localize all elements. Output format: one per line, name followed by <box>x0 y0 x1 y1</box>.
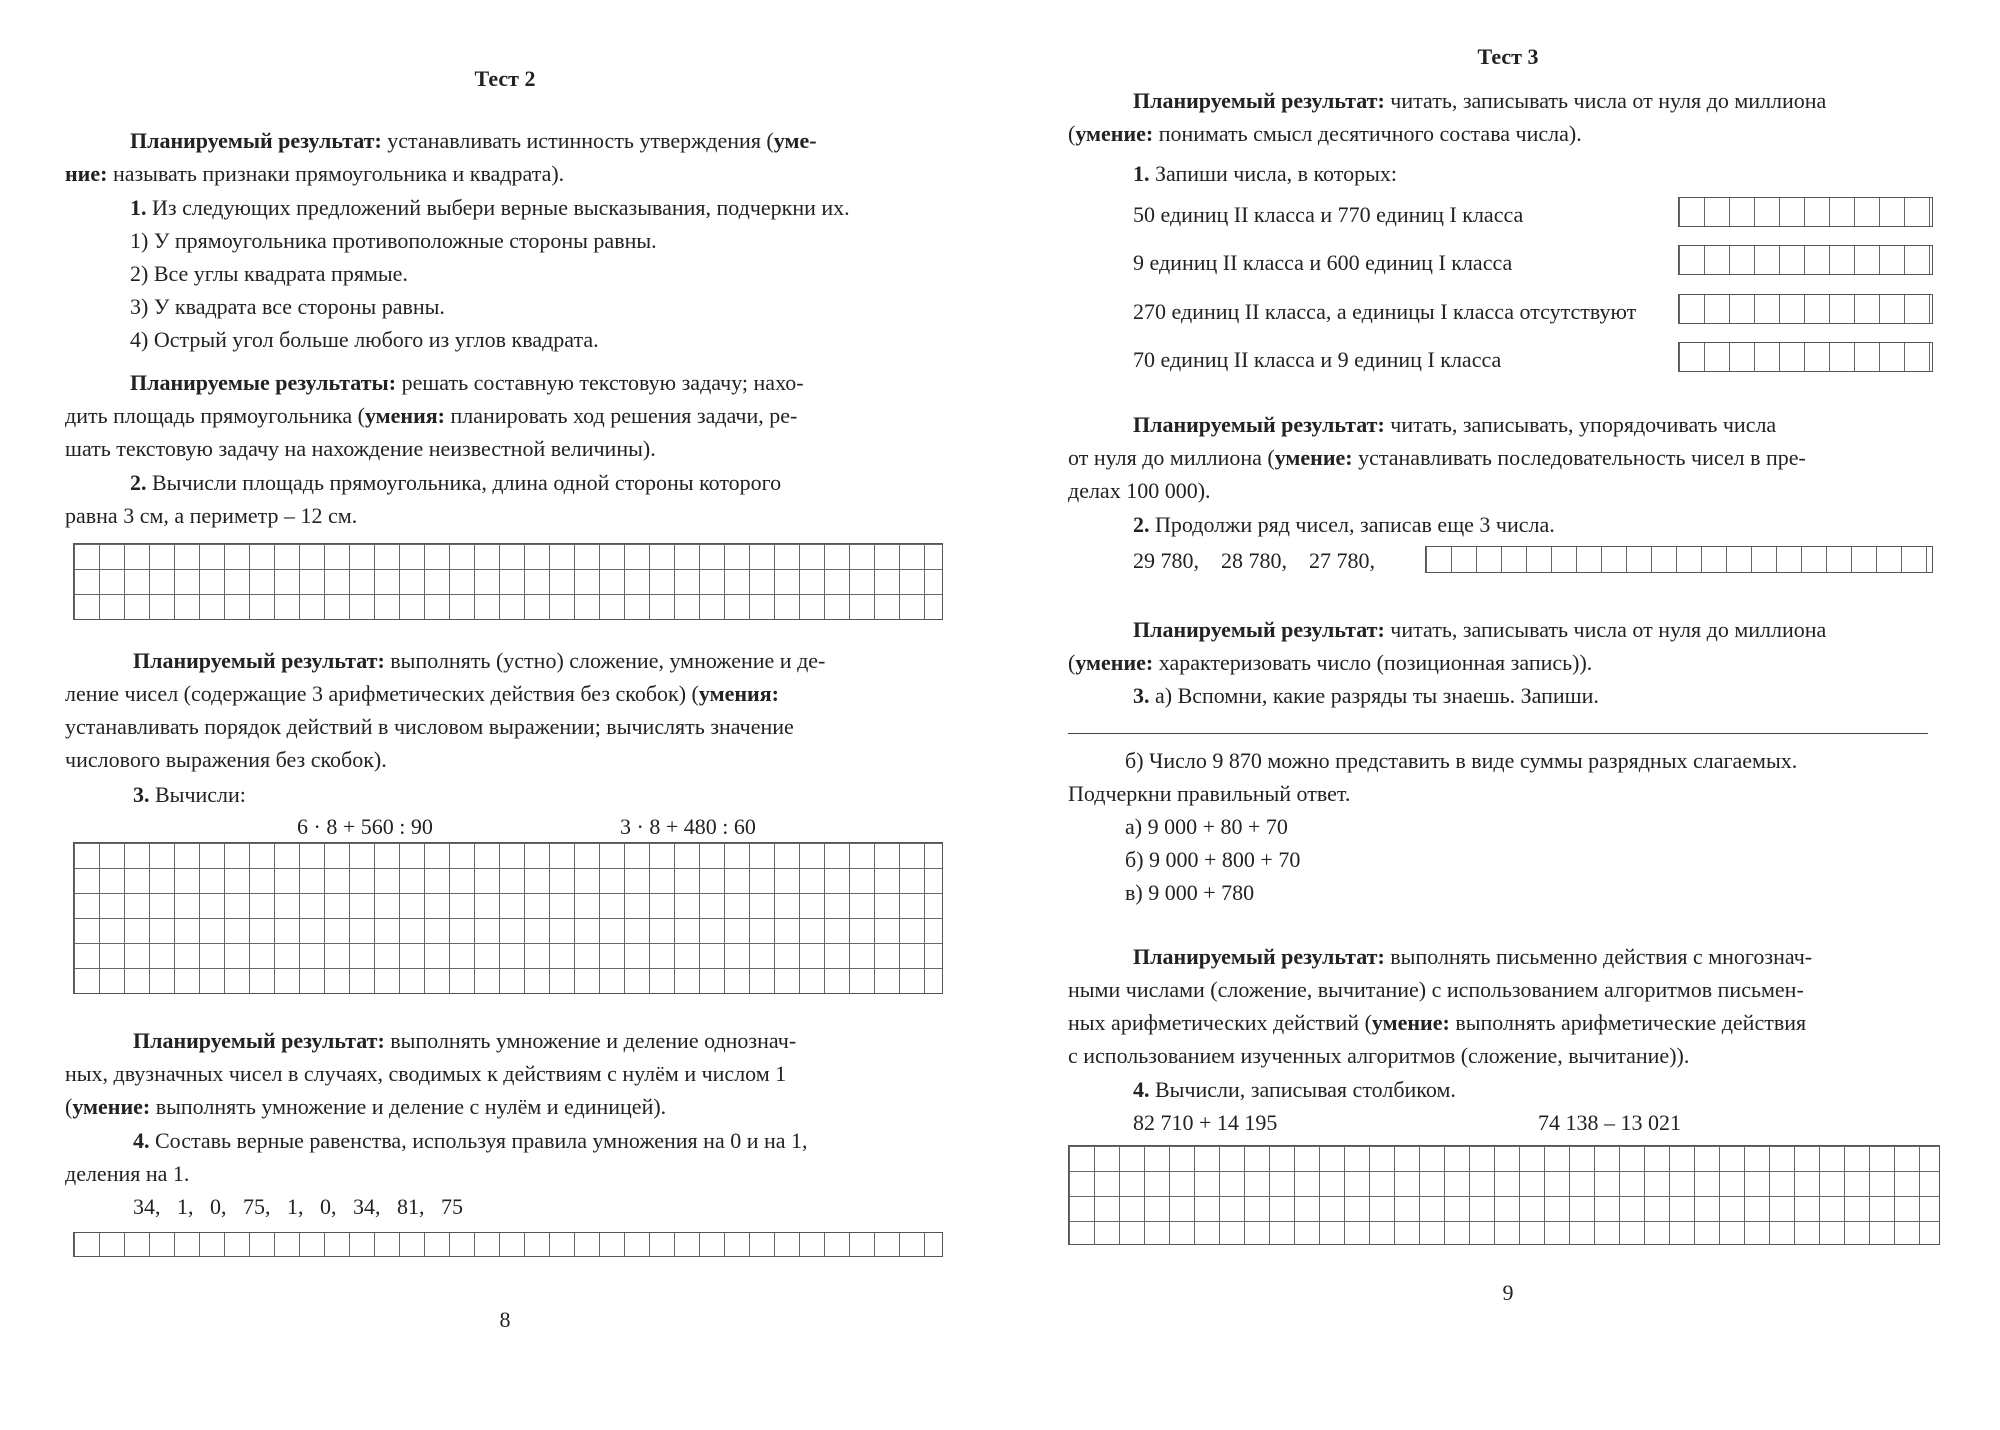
result-2-line-2: от нуля до миллиона (умение: устанавливать последовательность чисел в пре- <box>1068 445 1806 470</box>
result-1-line-1: Планируемый результат: устанавливать истинность утверждения (уме- <box>130 128 817 153</box>
item-2: 9 единиц II класса и 600 единиц I класса <box>1133 250 1513 275</box>
result-2-line-1: Планируемые результаты: решать составную текстовую задачу; нахо- <box>130 370 804 395</box>
expression-1: 6 · 8 + 560 : 90 <box>297 814 433 839</box>
item-4: 70 единиц II класса и 9 единиц I класса <box>1133 347 1502 372</box>
result-4-line-4: с использованием изученных алгоритмов (сложение, вычитание)). <box>1068 1043 1690 1068</box>
result-4-line-1: Планируемый результат: выполнять письменно действия с многознач- <box>1133 944 1813 969</box>
answer-cells-2[interactable] <box>1425 546 1933 573</box>
result-4-line-2: ными числами (сложение, вычитание) с использованием алгоритмов письмен- <box>1068 977 1804 1002</box>
number-list: 34, 1, 0, 75, 1, 0, 34, 81, 75 <box>133 1194 463 1219</box>
result-2-line-1: Планируемый результат: читать, записывать, упорядочивать числа <box>1133 412 1777 437</box>
result-3-line-3: устанавливать порядок действий в числовом выражении; вычислять значение <box>65 714 794 739</box>
result-1-line-1: Планируемый результат: читать, записывать числа от нуля до миллиона <box>1133 88 1827 113</box>
question-1: 1. Из следующих предложений выбери верные высказывания, подчеркни их. <box>130 195 850 220</box>
question-2: 2. Продолжи ряд чисел, записав еще 3 числа. <box>1133 512 1555 537</box>
option-a[interactable]: а) 9 000 + 80 + 70 <box>1125 814 1288 839</box>
answer-grid-4[interactable] <box>1068 1145 1940 1245</box>
result-4-line-3: (умение: выполнять умножение и деление с нулём и единицей). <box>65 1094 667 1119</box>
result-1-line-2: (умение: понимать смысл десятичного состава числа). <box>1068 121 1582 146</box>
question-3: 3. Вычисли: <box>133 782 246 807</box>
result-2-line-3: шать текстовую задачу на нахождение неизвестной величины). <box>65 436 656 461</box>
question-3: 3. а) Вспомни, какие разряды ты знаешь. Запиши. <box>1133 683 1599 708</box>
option-c[interactable]: в) 9 000 + 780 <box>1125 880 1255 905</box>
result-4-line-1: Планируемый результат: выполнять умножение и деление однознач- <box>133 1028 797 1053</box>
question-2-line-2: равна 3 см, а периметр – 12 см. <box>65 503 358 528</box>
result-4-line-2: ных, двузначных чисел в случаях, сводимых к действиям с нулём и числом 1 <box>65 1061 787 1086</box>
result-3-line-2: (умение: характеризовать число (позиционная запись)). <box>1068 650 1593 675</box>
test-title: Тест 2 <box>474 66 536 91</box>
expression-2: 3 · 8 + 480 : 60 <box>620 814 756 839</box>
test-title: Тест 3 <box>1477 44 1539 69</box>
answer-cells-1c[interactable] <box>1678 294 1933 324</box>
expression-1: 82 710 + 14 195 <box>1133 1110 1278 1135</box>
answer-grid-3[interactable] <box>73 842 943 994</box>
option-b[interactable]: б) 9 000 + 800 + 70 <box>1125 847 1301 872</box>
answer-cells-4[interactable] <box>73 1232 943 1257</box>
question-3b-line-2: Подчеркни правильный ответ. <box>1068 781 1351 806</box>
item-3: 270 единиц II класса, а единицы I класса отсутствуют <box>1133 299 1637 324</box>
page-number: 9 <box>1502 1280 1514 1305</box>
result-3-line-1: Планируемый результат: читать, записывать числа от нуля до миллиона <box>1133 617 1827 642</box>
statement-1[interactable]: 1) У прямоугольника противоположные стороны равны. <box>130 228 657 253</box>
answer-grid-2[interactable] <box>73 543 943 620</box>
answer-cells-1d[interactable] <box>1678 342 1933 372</box>
result-4-line-3: ных арифметических действий (умение: выполнять арифметические действия <box>1068 1010 1807 1035</box>
question-4-line-2: деления на 1. <box>65 1161 190 1186</box>
question-3b-line-1: б) Число 9 870 можно представить в виде суммы разрядных слагаемых. <box>1125 748 1798 773</box>
number-sequence: 29 780, 28 780, 27 780, <box>1133 548 1375 573</box>
statement-4[interactable]: 4) Острый угол больше любого из углов квадрата. <box>130 327 599 352</box>
statement-2[interactable]: 2) Все углы квадрата прямые. <box>130 261 408 286</box>
result-3-line-1: Планируемый результат: выполнять (устно) сложение, умножение и де- <box>133 648 826 673</box>
result-2-line-2: дить площадь прямоугольника (умения: планировать ход решения задачи, ре- <box>65 403 798 428</box>
question-1: 1. Запиши числа, в которых: <box>1133 161 1397 186</box>
answer-cells-1a[interactable] <box>1678 197 1933 227</box>
question-2: 2. Вычисли площадь прямоугольника, длина одной стороны которого <box>130 470 782 495</box>
result-1-line-2: ние: называть признаки прямоугольника и квадрата). <box>65 161 565 186</box>
page-number: 8 <box>499 1307 511 1332</box>
result-3-line-4: числового выражения без скобок). <box>65 747 387 772</box>
expression-2: 74 138 – 13 021 <box>1538 1110 1681 1135</box>
answer-line-3a[interactable] <box>1068 733 1928 734</box>
question-4: 4. Вычисли, записывая столбиком. <box>1133 1077 1456 1102</box>
statement-3[interactable]: 3) У квадрата все стороны равны. <box>130 294 445 319</box>
result-3-line-2: ление чисел (содержащие 3 арифметических действия без скобок) (умения: <box>65 681 779 706</box>
item-1: 50 единиц II класса и 770 единиц I класса <box>1133 202 1524 227</box>
result-2-line-3: делах 100 000). <box>1068 478 1211 503</box>
question-4: 4. Составь верные равенства, используя правила умножения на 0 и на 1, <box>133 1128 808 1153</box>
answer-cells-1b[interactable] <box>1678 245 1933 275</box>
